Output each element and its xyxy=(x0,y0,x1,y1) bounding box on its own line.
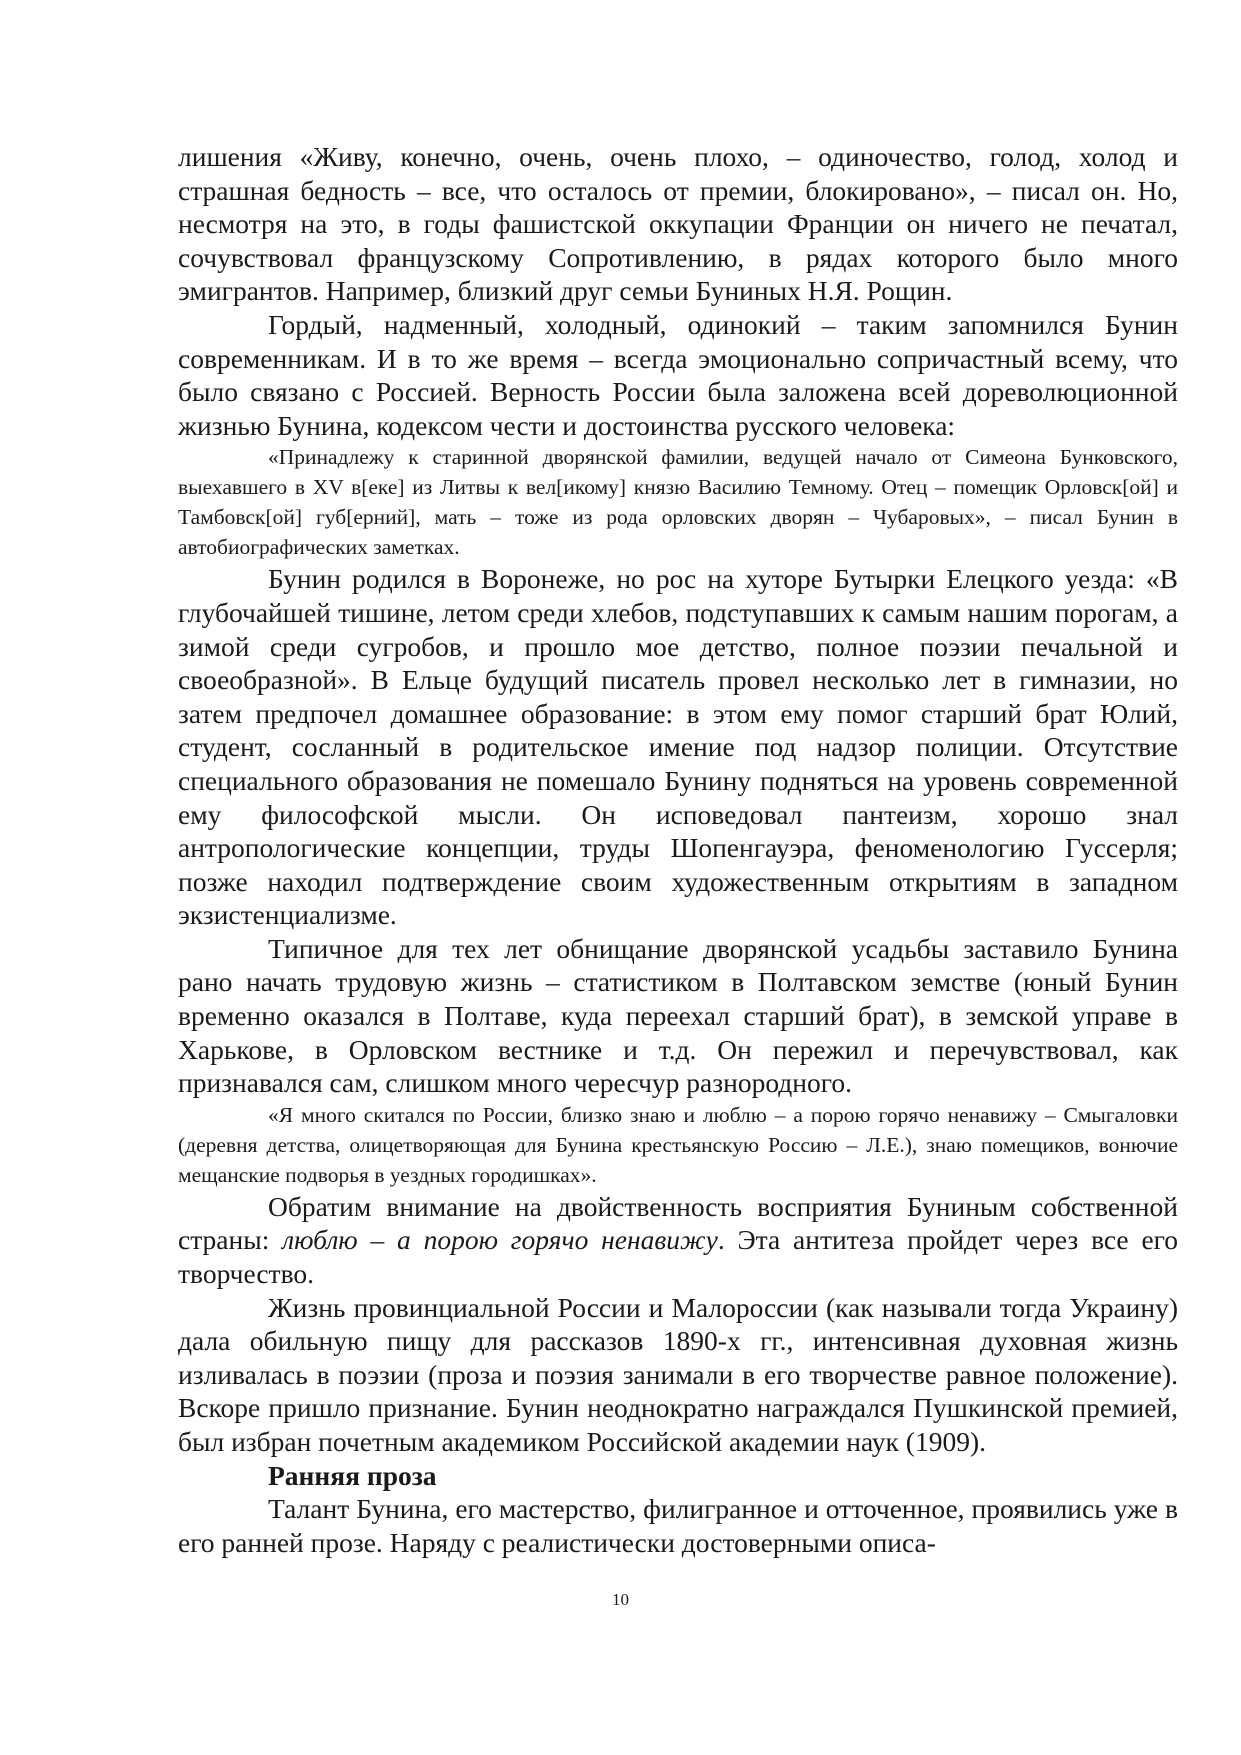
paragraph-3: Бунин родился в Воронеже, но рос на хуторе Бутырки Елецкого уезда: «В глубочайшей тишине, летом среди хлебов, подступавших к самым нашим порогам, а зимой среди сугробов, и прошло мое детство, полное поэзии печальной и своеобразной». В Ельце будущий писатель провел несколько лет в гимназии, но затем предпочел домашнее образование: в этом ему помог старший брат Юлий, студент, сосланный в родительское имение под надзор полиции. Отсутствие специального образования не помешало Бунину подняться на уровень современной ему философской мысли. Он исповедовал пантеизм, хорошо знал антропологические концепции, труды Шопенгауэра, феноменологию Гуссерля; позже находил подтверждение своим художественным открытиям в западном экзистенциализме. xyxy=(178,563,1178,931)
paragraph-5 xyxy=(178,1190,1178,1291)
paragraph-2: Гордый, надменный, холодный, одинокий – таким запомнился Бунин современникам. И в то же время – всегда эмоционально сопричастный всему, что было связано с Россией. Верность России была заложена всей дореволюционной жизнью Бунина, кодексом чести и достоинства русского человека: xyxy=(178,308,1178,441)
paragraph-5-before: Обратим внимание на двойственность восприятия Буниным собственной страны: xyxy=(178,1190,1178,1256)
paragraph-7: Талант Бунина, его мастерство, филигранное и отточенное, проявились уже в его ранней прозе. Наряду с реалистически достоверными описа- xyxy=(178,1493,1178,1558)
paragraph-5-after: . Эта антитеза пройдет через все его творчество. xyxy=(178,1224,1178,1290)
page-number: 10 xyxy=(612,1590,629,1609)
paragraph-5-italic: люблю – а порою горячо ненавижу xyxy=(282,1224,718,1256)
section-heading: Ранняя проза xyxy=(268,1459,437,1491)
quote-1: «Принадлежу к старинной дворянской фамилии, ведущей начало от Симеона Бунковского, выехавшего в XV в[еке] из Литвы к вел[икому] князю Василию Темному. Отец – помещик Орловск[ой] и Тамбовск[ой] губ[ерний], мать – тоже из рода орловских дворян – Чубаровых», – писал Бунин в автобиографических заметках. xyxy=(178,445,1178,560)
page-body xyxy=(178,140,1178,1559)
paragraph-6: Жизнь провинциальной России и Малороссии (как называли тогда Украину) дала обильную пищу для рассказов 1890-х гг., интенсивная духовная жизнь изливалась в поэзии (проза и поэзия занимали в его творчестве равное положение). Вскоре пришло признание. Бунин неоднократно награждался Пушкинской премией, был избран почетным академиком Российской академии наук (1909). xyxy=(178,1291,1178,1457)
paragraph-1: лишения «Живу, конечно, очень, очень плохо, – одиночество, голод, холод и страшная бедность – все, что осталось от премии, блокировано», – писал он. Но, несмотря на это, в годы фашистской оккупации Франции он ничего не печатал, сочувствовал французскому Сопротивлению, в рядах которого было много эмигрантов. Например, близкий друг семьи Буниных Н.Я. Рощин. xyxy=(178,141,1178,307)
paragraph-4: Типичное для тех лет обнищание дворянской усадьбы заставило Бунина рано начать трудовую жизнь – статистиком в Полтавском земстве (юный Бунин временно оказался в Полтаве, куда переехал старший брат), в земской управе в Харькове, в Орловском вестнике и т.д. Он пережил и перечувствовал, как признавался сам, слишком много чересчур разнородного. xyxy=(178,932,1178,1099)
quote-2: «Я много скитался по России, близко знаю и люблю – а порою горячо ненавижу – Смыгаловки (деревня детства, олицетворяющая для Бунина крестьянскую Россию – Л.Е.), знаю помещиков, вонючие мещанские подворья в уездных городишках». xyxy=(178,1102,1178,1187)
